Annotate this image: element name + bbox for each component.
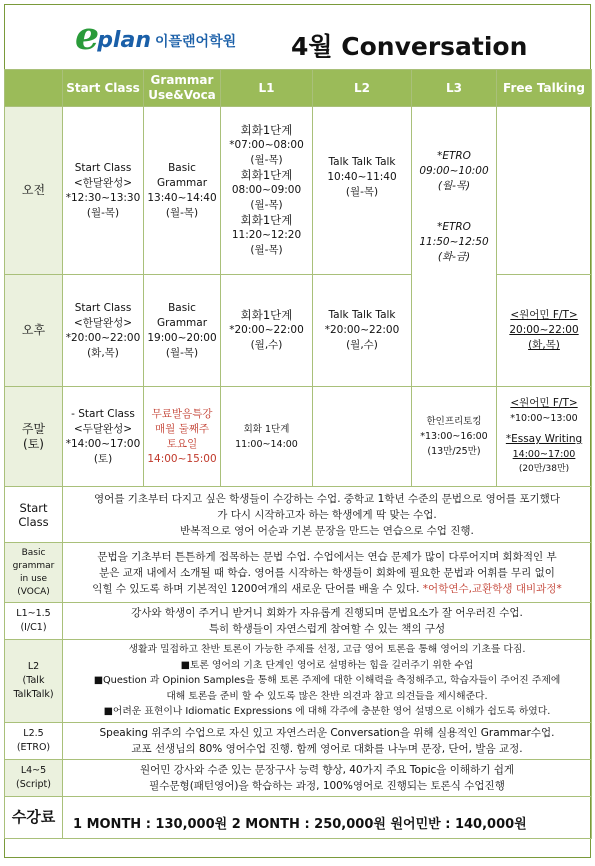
text: 원어민 강사와 수준 있는 문장구사 능력 향상, 40가지 주요 Topic을 이해하기 쉽게 — [140, 763, 514, 776]
eplan-logo — [75, 13, 237, 58]
fee-label: 수강료 — [5, 796, 63, 838]
cell-morning-free — [497, 107, 592, 275]
text: TalkTalk) — [13, 688, 54, 700]
col-header-empty — [5, 70, 63, 107]
text: 반복적으로 영어 어순과 기본 문장을 만드는 연습으로 수업 진행. — [180, 524, 474, 537]
text: Grammar — [156, 316, 208, 329]
text: *14:00~17:00 — [65, 437, 141, 450]
fee-row — [5, 796, 592, 838]
text: 가 다시 시작하고자 하는 학생에게 딱 맞는 수업. — [217, 508, 437, 521]
text: 주말 — [21, 421, 46, 436]
text: grammar — [12, 560, 55, 571]
row-afternoon — [5, 275, 592, 387]
text: (13만/25만) — [427, 446, 481, 457]
text: 강사와 학생이 주거니 받거니 회화가 자유롭게 진행되며 문법요소가 잘 어우러진 수업. — [131, 607, 523, 619]
text: 11:00~14:00 — [235, 438, 298, 450]
desc-row-script — [5, 759, 592, 796]
text: Start Class — [74, 161, 132, 174]
text: <원어민 F/T> — [510, 397, 578, 409]
fee-text: 1 MONTH : 130,000원 2 MONTH : 250,000원 원어민반 : 140,000원 — [63, 796, 592, 838]
schedule-page — [4, 4, 591, 858]
desc-text-start-class — [63, 487, 592, 543]
text: 익힐 수 있도록 하며 기본적인 1200여개의 새로운 단어를 배울 수 있다. — [92, 582, 420, 595]
text: *10:00~13:00 — [510, 413, 578, 424]
desc-label-l2 — [5, 640, 63, 723]
text: 특히 학생들이 자연스럽게 참여할 수 있는 책의 구성 — [208, 623, 446, 635]
row-label-morning: 오전 — [5, 107, 63, 275]
col-header-start-class: Start Class — [63, 70, 144, 107]
text: 08:00~09:00 — [231, 184, 302, 196]
text: (화,목) — [87, 346, 119, 359]
text: Talk Talk Talk — [328, 309, 396, 321]
text: *13:00~16:00 — [420, 431, 488, 442]
text: Basic — [21, 547, 46, 558]
text: 한인프리토킹 — [426, 416, 482, 427]
text: (I/C1) — [20, 622, 47, 633]
red-note: *어학연수,교환학생 대비과정* — [422, 582, 562, 595]
desc-text-etro — [63, 722, 592, 759]
text: 14:00~17:00 — [512, 449, 576, 460]
text: <원어민 F/T> — [510, 309, 578, 321]
text: (ETRO) — [16, 741, 51, 753]
desc-text-l2 — [63, 640, 592, 723]
text: (월,수) — [346, 339, 378, 351]
text: 생활과 밀접하고 찬반 토론이 가능한 주제를 선정, 고급 영어 토론을 통해 영어의 기초를 다짐. — [128, 644, 526, 655]
text: (월-목) — [165, 206, 199, 219]
text: (20만/38만) — [518, 464, 570, 474]
text: *Essay Writing — [505, 433, 583, 445]
desc-row-l1 — [5, 603, 592, 640]
text: 무료발음특강 — [151, 407, 213, 420]
cell-weekend-l2 — [313, 387, 412, 487]
cell-afternoon-l1 — [221, 275, 313, 387]
row-morning — [5, 107, 592, 275]
page-title: 4월 Conversation — [291, 32, 528, 61]
text: Talk Talk Talk — [328, 156, 396, 168]
text: ■Question 과 Opinion Samples을 통해 토론 주제에 대한 이해력을 측정해주고, 학습자들이 주어진 주제에 — [93, 675, 561, 686]
desc-text-l1 — [63, 603, 592, 640]
text: (월-목) — [250, 244, 283, 256]
col-header-l2: L2 — [313, 70, 412, 107]
cell-afternoon-free — [497, 275, 592, 387]
desc-label-script — [5, 759, 63, 796]
text: (월,수) — [250, 339, 283, 351]
text: 10:40~11:40 — [327, 171, 397, 183]
text: 09:00~10:00 — [419, 164, 489, 177]
text: *20:00~22:00 — [324, 324, 400, 336]
cell-weekend-l1 — [221, 387, 313, 487]
text: L2.5 — [23, 727, 44, 739]
col-header-l3: L3 — [412, 70, 497, 107]
desc-text-basic-grammar — [63, 543, 592, 603]
spacer — [412, 194, 496, 220]
desc-row-basic-grammar — [5, 543, 592, 603]
desc-row-start-class — [5, 487, 592, 543]
text: (월-목) — [437, 179, 471, 192]
text: 회화1단계 — [240, 308, 293, 322]
col-header-l1: L1 — [221, 70, 313, 107]
text: (월-목) — [250, 199, 283, 211]
text: 14:00~15:00 — [147, 452, 217, 465]
cell-weekend-l3 — [412, 387, 497, 487]
logo-plan: plan — [97, 28, 151, 53]
text: *20:00~22:00 — [65, 331, 141, 344]
text: (월-목) — [250, 154, 283, 166]
text: 문법을 기초부터 튼튼하게 접목하는 문법 수업. 수업에서는 연습 문제가 많이 다루어지며 회화적인 부 — [97, 550, 557, 563]
table-header-row — [5, 70, 592, 107]
cell-weekend-pronunciation — [144, 387, 221, 487]
text: Speaking 위주의 수업으로 자신 있고 자연스러운 Conversation을 위해 실용적인 Grammar수업. — [99, 726, 555, 739]
cell-afternoon-grammar — [144, 275, 221, 387]
text: <한달완성> — [73, 176, 133, 189]
text: 영어를 기초부터 다지고 싶은 학생들이 수강하는 수업. 중학교 1학년 수준의 문법으로 영어를 포기했다 — [94, 492, 560, 505]
text: - Start Class — [71, 407, 135, 420]
text: Start Class — [74, 301, 132, 314]
text: *07:00~08:00 — [229, 139, 304, 151]
text: 회화1단계 — [240, 213, 293, 227]
desc-text-script — [63, 759, 592, 796]
col-header-grammar: Grammar Use&Voca — [144, 70, 221, 107]
desc-row-etro — [5, 722, 592, 759]
cell-morning-start-class — [63, 107, 144, 275]
text: ■토론 영어의 기초 단계인 영어로 설명하는 힘을 길러주기 위한 수업 — [180, 659, 474, 671]
text: 교포 선생님의 80% 영어수업 진행. 함께 영어로 대화를 나누며 문장, 단어, 발음 교정. — [131, 742, 523, 755]
desc-label-etro — [5, 722, 63, 759]
cell-morning-l2 — [313, 107, 412, 275]
text: *20:00~22:00 — [229, 324, 304, 336]
desc-row-l2 — [5, 640, 592, 723]
text: (월-목) — [86, 206, 120, 219]
text: (Talk — [22, 674, 45, 686]
text: 분은 교재 내에서 소개될 때 학습. 영어를 시작하는 학생들이 회화에 필요한 문법과 어휘를 무리 없이 — [99, 566, 555, 579]
cell-afternoon-start-class — [63, 275, 144, 387]
text: 필수문형(패턴영어)을 학습하는 과정, 100%영어로 진행되는 토론식 수업진행 — [149, 779, 505, 792]
text: Basic — [168, 301, 196, 314]
cell-weekend-start-class — [63, 387, 144, 487]
text: (Script) — [16, 778, 51, 790]
cell-morning-l1 — [221, 107, 313, 275]
logo-korean: 이플랜어학원 — [154, 34, 237, 50]
cell-afternoon-l2 — [313, 275, 412, 387]
spacer — [412, 265, 496, 345]
text: 회화1단계 — [240, 123, 293, 137]
text: (토) — [93, 452, 113, 465]
text: 토요일 — [166, 437, 198, 450]
row-weekend — [5, 387, 592, 487]
text: <한달완성> — [73, 316, 133, 329]
cell-morning-grammar — [144, 107, 221, 275]
header — [5, 5, 590, 69]
text: *ETRO — [437, 220, 471, 233]
text: in use — [20, 573, 47, 584]
col-header-free-talking: Free Talking — [497, 70, 592, 107]
desc-label-l1 — [5, 603, 63, 640]
row-label-weekend — [5, 387, 63, 487]
text: (화-금) — [437, 250, 471, 263]
text: <두달완성> — [73, 422, 133, 435]
text: 13:40~14:40 — [147, 191, 217, 204]
schedule-table — [4, 69, 592, 839]
text: 19:00~20:00 — [147, 331, 217, 344]
text: 대해 토론을 준비 할 수 있도록 많은 찬반 의견과 참고 의견들을 제시해준다. — [166, 690, 488, 702]
text: (월-목) — [345, 186, 379, 198]
logo-e: e — [75, 13, 100, 58]
text: Basic — [168, 161, 196, 174]
cell-weekend-free — [497, 387, 592, 487]
text: 회화1단계 — [240, 168, 293, 182]
row-label-afternoon: 오후 — [5, 275, 63, 387]
text: L2 — [27, 660, 40, 672]
text: Start — [19, 500, 48, 515]
text: 회화 1단계 — [243, 423, 290, 435]
text: L1~1.5 — [16, 608, 51, 619]
text: 매월 둘째주 — [154, 422, 210, 435]
text: (월-목) — [165, 346, 199, 359]
text — [69, 581, 585, 597]
text: L4~5 — [20, 764, 47, 776]
text: 20:00~22:00 — [509, 324, 579, 336]
desc-label-basic-grammar — [5, 543, 63, 603]
text: (토) — [23, 436, 44, 451]
text: Grammar — [156, 176, 208, 189]
text: ■어려운 표현이나 Idiomatic Expressions 에 대해 각주에 충분한 영어 설명으로 이해가 쉽도록 하였다. — [103, 706, 551, 717]
text: *12:30~13:30 — [65, 191, 141, 204]
text: Class — [18, 514, 49, 529]
text: (화,목) — [528, 339, 560, 351]
cell-l3-etro — [412, 107, 497, 387]
text: 11:50~12:50 — [419, 235, 489, 248]
desc-label-start-class — [5, 487, 63, 543]
text: (VOCA) — [17, 586, 50, 597]
text: 11:20~12:20 — [231, 229, 302, 241]
text: *ETRO — [437, 149, 471, 162]
